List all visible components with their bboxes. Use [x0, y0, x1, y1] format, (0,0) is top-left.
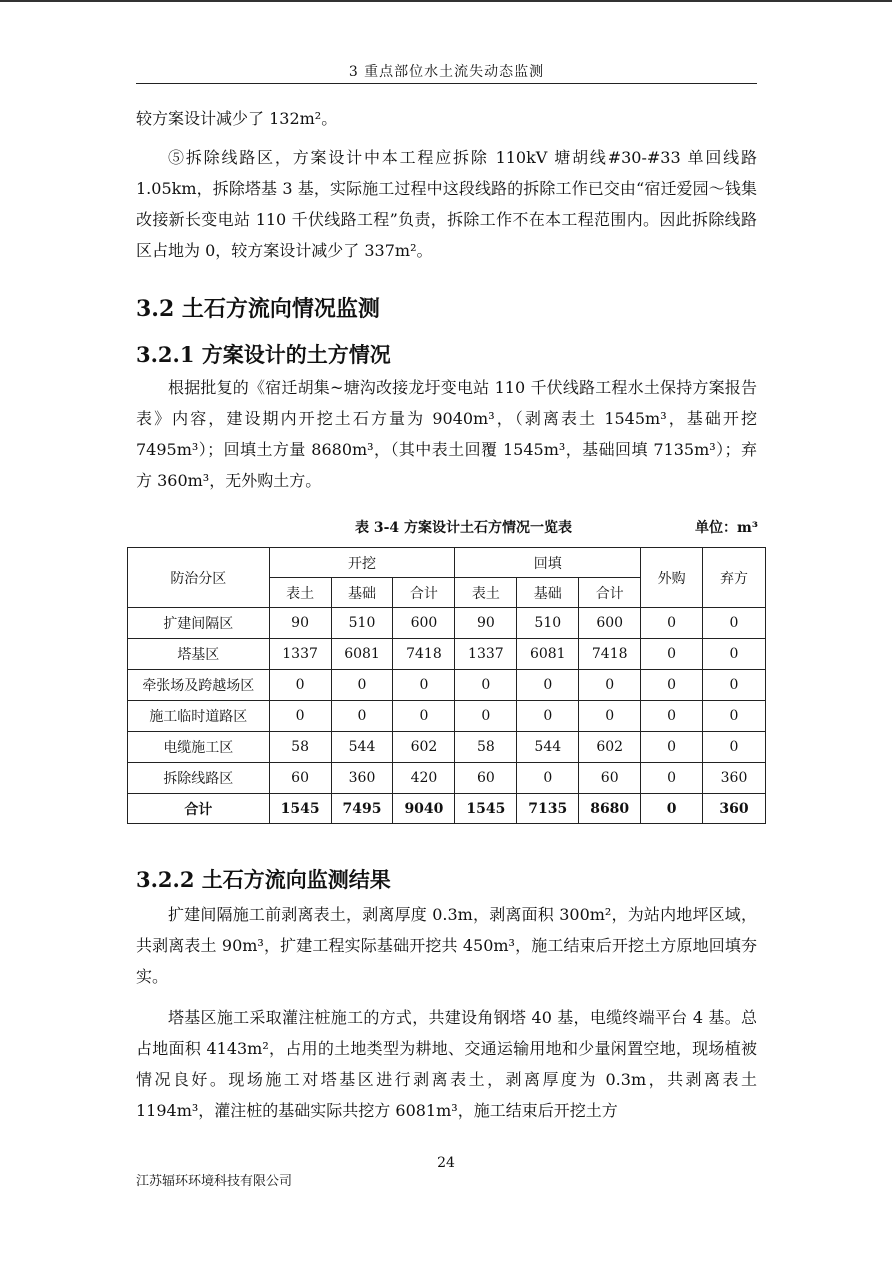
cell: 0 — [641, 794, 703, 824]
cell: 1337 — [455, 639, 517, 670]
cell: 0 — [517, 701, 579, 732]
cell: 牵张场及跨越场区 — [128, 670, 270, 701]
table-row — [128, 701, 766, 732]
running-header: 3 重点部位水土流失动态监测 — [348, 64, 545, 80]
cell: 0 — [703, 732, 766, 763]
cell: 510 — [331, 608, 393, 639]
header-rule — [136, 83, 757, 84]
cell: 电缆施工区 — [128, 732, 270, 763]
cell: 0 — [641, 639, 703, 670]
cell: 施工临时道路区 — [128, 701, 270, 732]
cell: 7495 — [331, 794, 393, 824]
table-row — [128, 763, 766, 794]
cell: 8680 — [579, 794, 641, 824]
cell: 544 — [331, 732, 393, 763]
cell: 0 — [517, 670, 579, 701]
table-row — [128, 639, 766, 670]
subsection-1-paragraph: 根据批复的《宿迁胡集~塘沟改接龙圩变电站 110 千伏线路工程水土保持方案报告表》内容，建设期内开挖土石方量为 9040m³，（剥离表土 1545m³，基础开挖 7495m³）；回填土方量 8680m³，（其中表土回覆 1545m³，基础回填 7135m³）；弃方 360m³，无外购土方。 — [136, 378, 757, 490]
header-zone: 防治分区 — [128, 548, 270, 608]
header-waste: 弃方 — [703, 548, 766, 608]
subheader-cell: 合计 — [579, 578, 641, 608]
cell: 0 — [579, 701, 641, 732]
cell: 拆除线路区 — [128, 763, 270, 794]
cell: 60 — [269, 763, 331, 794]
cell: 90 — [455, 608, 517, 639]
cell: 544 — [517, 732, 579, 763]
section-title: 3.2 土石方流向情况监测 — [136, 296, 380, 322]
subheader-cell: 合计 — [393, 578, 455, 608]
cell: 90 — [269, 608, 331, 639]
cell: 0 — [641, 732, 703, 763]
cell: 0 — [703, 608, 766, 639]
footer-company: 江苏辐环环境科技有限公司 — [136, 1174, 293, 1189]
table-row — [128, 608, 766, 639]
table-row — [128, 732, 766, 763]
cell: 602 — [579, 732, 641, 763]
cell: 0 — [641, 701, 703, 732]
cell: 1337 — [269, 639, 331, 670]
cell: 58 — [455, 732, 517, 763]
cell: 0 — [579, 670, 641, 701]
cell: 0 — [455, 701, 517, 732]
cell: 1545 — [455, 794, 517, 824]
intro-paragraph: ⑤拆除线路区，方案设计中本工程应拆除 110kV 塘胡线#30-#33 单回线路 1.05km，拆除塔基 3 基，实际施工过程中这段线路的拆除工作已交由“宿迁爱园～钱集改接新长变电站 110 千伏线路工程”负责，拆除工作不在本工程范围内。因此拆除线路区占地为 0，较方案设计减少了 337m²。 — [136, 148, 757, 260]
subsection-title-1: 3.2.1 方案设计的土方情况 — [136, 342, 391, 367]
cell: 0 — [269, 670, 331, 701]
table-caption: 表 3-4 方案设计土石方情况一览表 — [355, 520, 573, 536]
cell: 扩建间隔区 — [128, 608, 270, 639]
cell: 塔基区 — [128, 639, 270, 670]
table-total-row — [128, 794, 766, 824]
cell: 0 — [331, 670, 393, 701]
cell: 7135 — [517, 794, 579, 824]
cell: 0 — [703, 701, 766, 732]
intro-line: 较方案设计减少了 132m²。 — [136, 109, 338, 128]
earthwork-table — [127, 547, 766, 824]
table-row — [128, 670, 766, 701]
cell: 0 — [331, 701, 393, 732]
cell: 602 — [393, 732, 455, 763]
subheader-cell: 基础 — [331, 578, 393, 608]
cell: 360 — [331, 763, 393, 794]
table-unit: 单位：m³ — [695, 520, 758, 536]
cell: 360 — [703, 763, 766, 794]
subheader-cell: 基础 — [517, 578, 579, 608]
cell: 600 — [579, 608, 641, 639]
cell: 60 — [455, 763, 517, 794]
top-border — [0, 0, 892, 2]
page-number: 24 — [437, 1155, 455, 1171]
cell: 0 — [641, 608, 703, 639]
cell: 0 — [393, 701, 455, 732]
cell: 6081 — [517, 639, 579, 670]
cell: 1545 — [269, 794, 331, 824]
header-excavation: 开挖 — [269, 548, 455, 578]
cell: 0 — [393, 670, 455, 701]
cell: 0 — [517, 763, 579, 794]
cell: 0 — [703, 639, 766, 670]
cell: 0 — [703, 670, 766, 701]
cell: 7418 — [393, 639, 455, 670]
cell: 9040 — [393, 794, 455, 824]
cell: 0 — [269, 701, 331, 732]
cell: 0 — [641, 763, 703, 794]
cell: 60 — [579, 763, 641, 794]
header-backfill: 回填 — [455, 548, 641, 578]
subsection-2-paragraph-2: 塔基区施工采取灌注桩施工的方式，共建设角钢塔 40 基，电缆终端平台 4 基。总占地面积 4143m²，占用的土地类型为耕地、交通运输用地和少量闲置空地，现场植被情况良好。现场施工对塔基区进行剥离表土，剥离厚度为 0.3m，共剥离表土 1194m³，灌注桩的基础实际共挖方 6081m³，施工结束后开挖土方 — [136, 1008, 757, 1120]
cell: 600 — [393, 608, 455, 639]
cell: 7418 — [579, 639, 641, 670]
cell: 0 — [641, 670, 703, 701]
subsection-title-2: 3.2.2 土石方流向监测结果 — [136, 867, 391, 892]
cell: 360 — [703, 794, 766, 824]
cell: 6081 — [331, 639, 393, 670]
cell: 58 — [269, 732, 331, 763]
cell: 0 — [455, 670, 517, 701]
cell: 510 — [517, 608, 579, 639]
header-purchase: 外购 — [641, 548, 703, 608]
subheader-cell: 表土 — [455, 578, 517, 608]
subsection-2-paragraph-1: 扩建间隔施工前剥离表土，剥离厚度 0.3m，剥离面积 300m²，为站内地坪区域，共剥离表土 90m³，扩建工程实际基础开挖共 450m³，施工结束后开挖土方原地回填夯实。 — [136, 905, 757, 986]
subheader-cell: 表土 — [269, 578, 331, 608]
cell: 420 — [393, 763, 455, 794]
cell: 合计 — [128, 794, 270, 824]
